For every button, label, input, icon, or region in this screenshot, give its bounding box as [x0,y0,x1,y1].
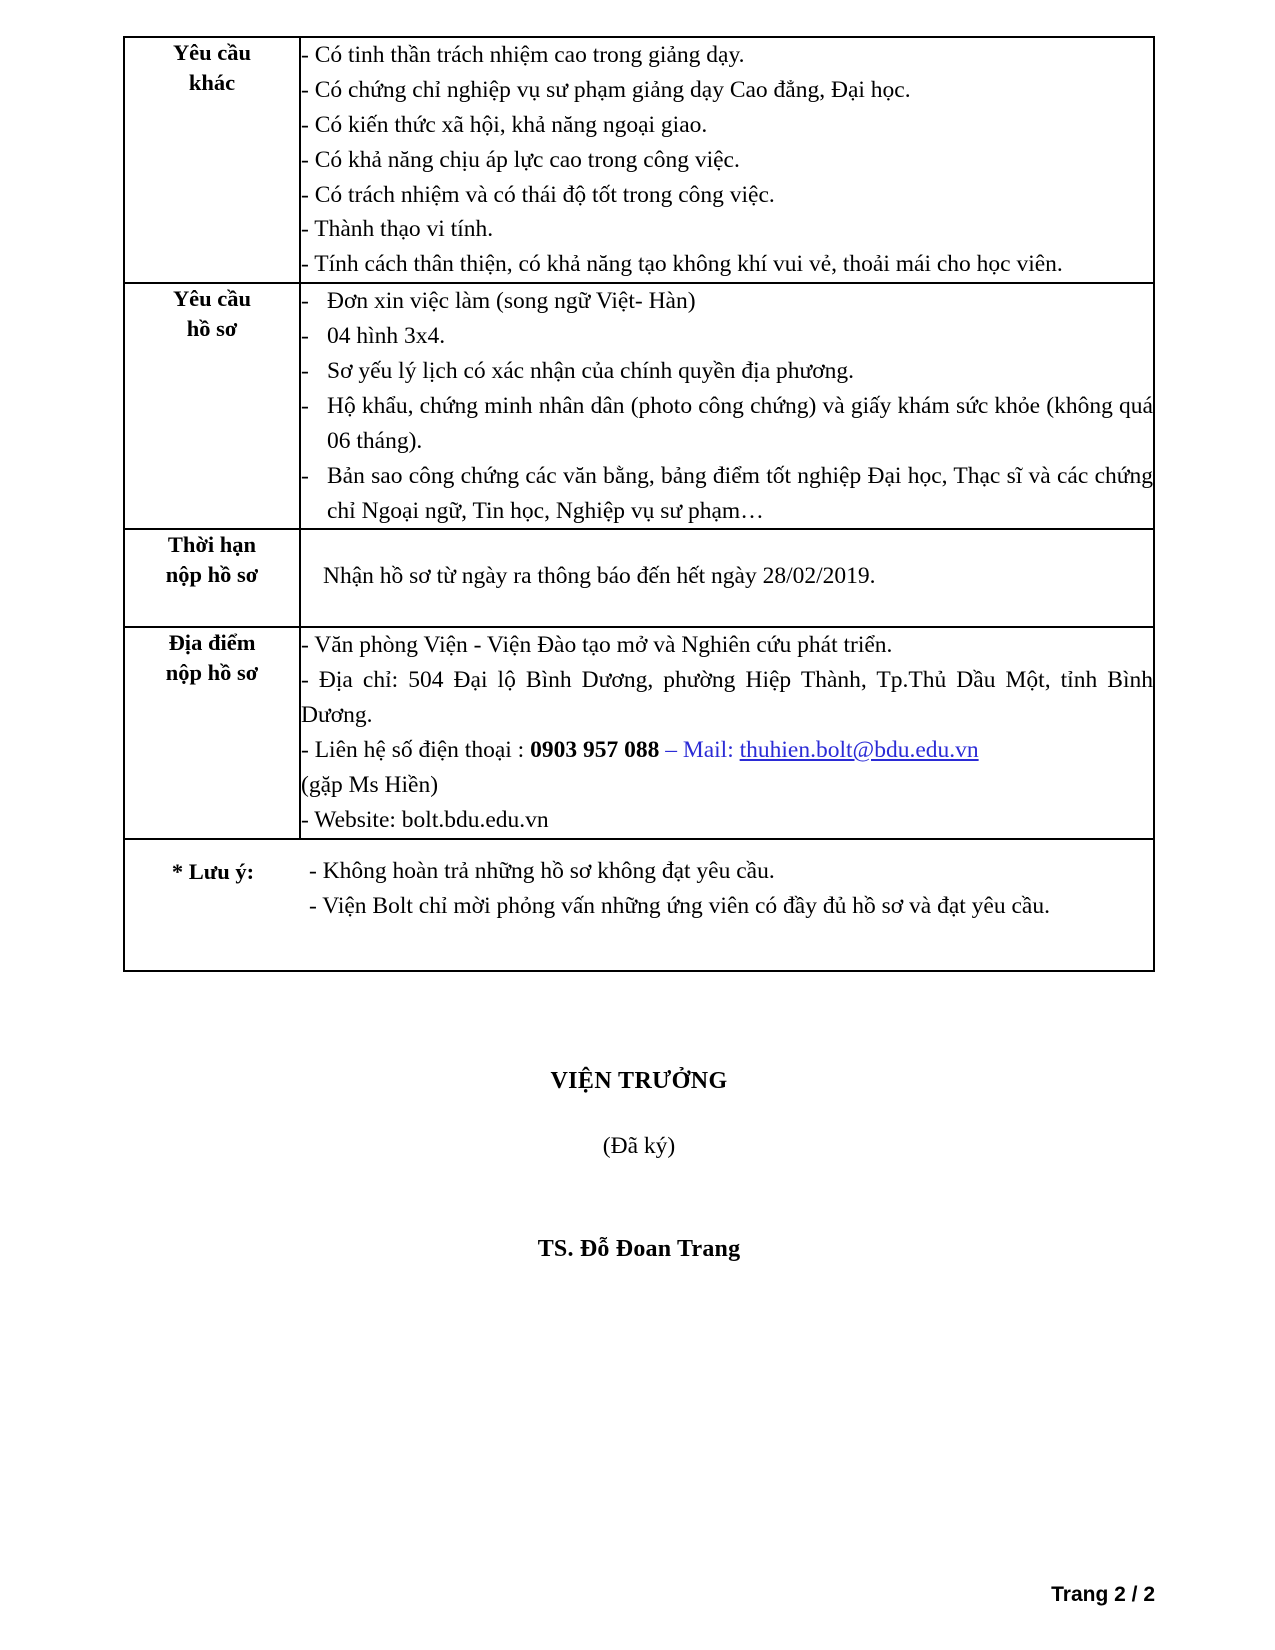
address-line: - Địa chỉ: 504 Đại lộ Bình Dương, phường Hiệp Thành, Tp.Thủ Dầu Một, tỉnh Bình Dương. [301,667,1153,729]
row-label-deadline [124,529,300,627]
signature-subtitle: (Đã ký) [602,1133,676,1159]
requirement-line: - Có chứng chỉ nghiệp vụ sư phạm giảng dạy Cao đẳng, Đại học. [301,76,911,103]
signature-block [123,1068,1155,1263]
document-list [301,284,1153,528]
row-body-file-requirements [300,283,1154,529]
list-bullet: - [301,288,309,315]
row-label-location [124,627,300,838]
phone-number: 0903 957 088 [530,737,660,764]
requirement-line: - Có kiến thức xã hội, khả năng ngoại giao. [301,111,708,138]
list-item-text: Bản sao công chứng các văn bằng, bảng điểm tốt nghiệp Đại học, Thạc sĩ và các chứng chỉ Ngoại ngữ, Tin học, Nghiệp vụ sư phạm… [327,462,1153,524]
table-row-note [124,839,1154,971]
requirement-line: - Có trách nhiệm và có thái độ tốt trong công việc. [301,181,775,208]
table-row-other-requirements [124,37,1154,283]
list-item [301,459,1153,529]
mail-separator: – [659,737,683,764]
list-item [301,319,1153,354]
list-bullet: - [301,323,309,350]
contact-person-line: (gặp Ms Hiền) [301,772,439,799]
requirements-table [123,36,1155,972]
office-line: - Văn phòng Viện - Viện Đào tạo mở và Nghiên cứu phát triển. [301,632,893,659]
requirement-line: - Thành thạo vi tính. [301,216,494,243]
row-label-line2: hồ sơ [186,315,238,341]
note-line: - Viện Bolt chỉ mời phỏng vấn những ứng viên có đầy đủ hồ sơ và đạt yêu cầu. [309,892,1050,919]
requirement-line: - Có khả năng chịu áp lực cao trong công việc. [301,146,740,173]
row-label-line2: nộp hồ sơ [165,562,259,588]
row-label-line1: Yêu cầu [172,40,252,65]
list-bullet: - [301,358,309,385]
table-row-file-requirements [124,283,1154,529]
list-item [301,284,1153,319]
row-label-file-requirements [124,283,300,529]
row-label-line1: Thời hạn [167,532,257,558]
deadline-text: Nhận hồ sơ từ ngày ra thông báo đến hết ngày 28/02/2019. [323,563,876,590]
row-body-location [300,627,1154,838]
list-item [301,354,1153,389]
signature-name: TS. Đỗ Đoan Trang [537,1236,741,1262]
contact-prefix: - Liên hệ số điện thoại : [301,737,531,764]
signature-title: VIỆN TRƯỞNG [550,1068,728,1094]
page-footer: Trang 2 / 2 [1051,1583,1155,1606]
row-label-line2: khác [188,69,236,95]
row-label-other-requirements [124,37,300,283]
list-item-text: Sơ yếu lý lịch có xác nhận của chính quyền địa phương. [327,358,855,385]
requirement-line: - Có tinh thần trách nhiệm cao trong giảng dạy. [301,42,745,68]
list-bullet: - [301,392,309,419]
note-wrapper [125,854,1153,924]
list-item-text: Đơn xin việc làm (song ngữ Việt- Hàn) [327,288,696,315]
table-row-location [124,627,1154,838]
note-body [301,854,1153,924]
note-label: * Lưu ý: [171,858,255,884]
list-item-text: 04 hình 3x4. [327,323,446,350]
list-item [301,389,1153,459]
email-link[interactable]: thuhien.bolt@bdu.edu.vn [739,737,979,764]
note-cell [124,839,1154,971]
website-line: - Website: bolt.bdu.edu.vn [301,806,549,833]
row-label-line1: Địa điểm [168,630,256,656]
deadline-body [301,530,1153,626]
contact-line [301,733,1153,768]
row-body-deadline [300,529,1154,627]
row-body-other-requirements [300,37,1154,283]
mail-label: Mail: [682,737,740,764]
row-label-line2: nộp hồ sơ [165,660,259,686]
list-item-text: Hộ khẩu, chứng minh nhân dân (photo công chứng) và giấy khám sức khỏe (không quá 06 tháng). [327,392,1153,454]
requirement-line: - Tính cách thân thiện, có khả năng tạo không khí vui vẻ, thoải mái cho học viên. [301,251,1063,278]
note-line: - Không hoàn trả những hồ sơ không đạt yêu cầu. [309,857,775,884]
table-row-deadline [124,529,1154,627]
row-label-line1: Yêu cầu [172,286,252,312]
list-bullet: - [301,462,309,489]
